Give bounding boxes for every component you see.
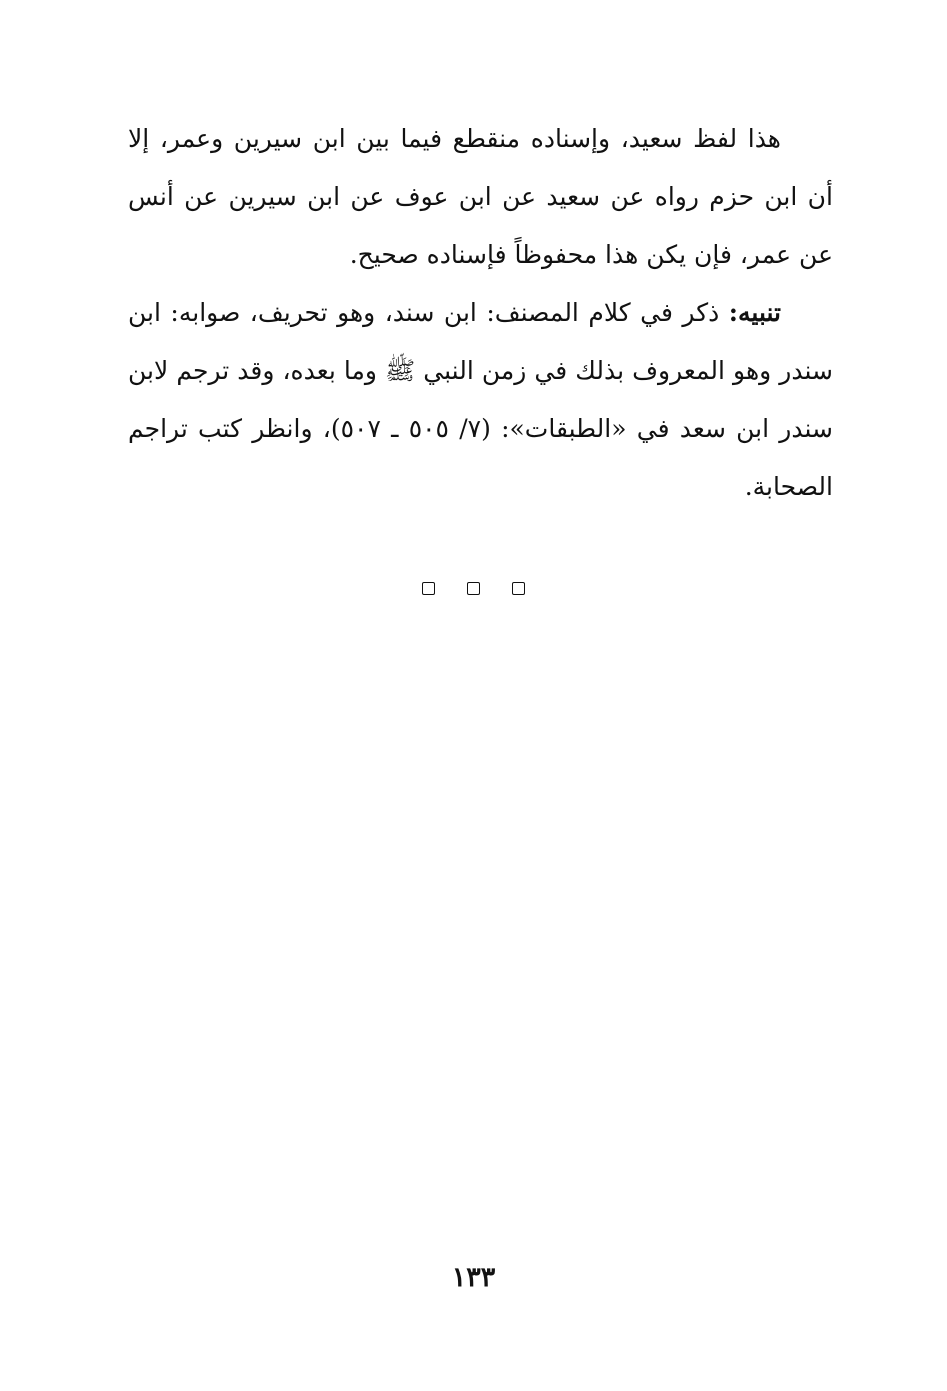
paragraph-hadith-chain (128, 110, 833, 284)
paragraph-note (128, 284, 833, 516)
page-number: ١٣٣ (451, 1262, 496, 1293)
square-outline-icon (422, 582, 435, 595)
main-text (128, 110, 833, 516)
square-outline-icon (467, 582, 480, 595)
paragraph-text: هذا لفظ سعيد، وإسناده منقطع فيما بين ابن سيرين وعمر، إلا أن ابن حزم رواه عن سعيد عن ابن عوف عن ابن سيرين عن أنس عن عمر، فإن يكن هذا محفوظاً فإسناده صحيح. (128, 124, 833, 269)
section-separator (0, 582, 947, 595)
note-text: ذكر في كلام المصنف: ابن سند، وهو تحريف، صوابه: ابن سندر وهو المعروف بذلك في زمن النبي ﷺ وما بعده، وقد ترجم لابن سندر ابن سعد في «الطبقات»: (٧/ ٥٠٥ ـ ٥٠٧)، وانظر كتب تراجم الصحابة. (128, 298, 833, 501)
square-outline-icon (512, 582, 525, 595)
note-label: تنبيه: (728, 298, 781, 327)
